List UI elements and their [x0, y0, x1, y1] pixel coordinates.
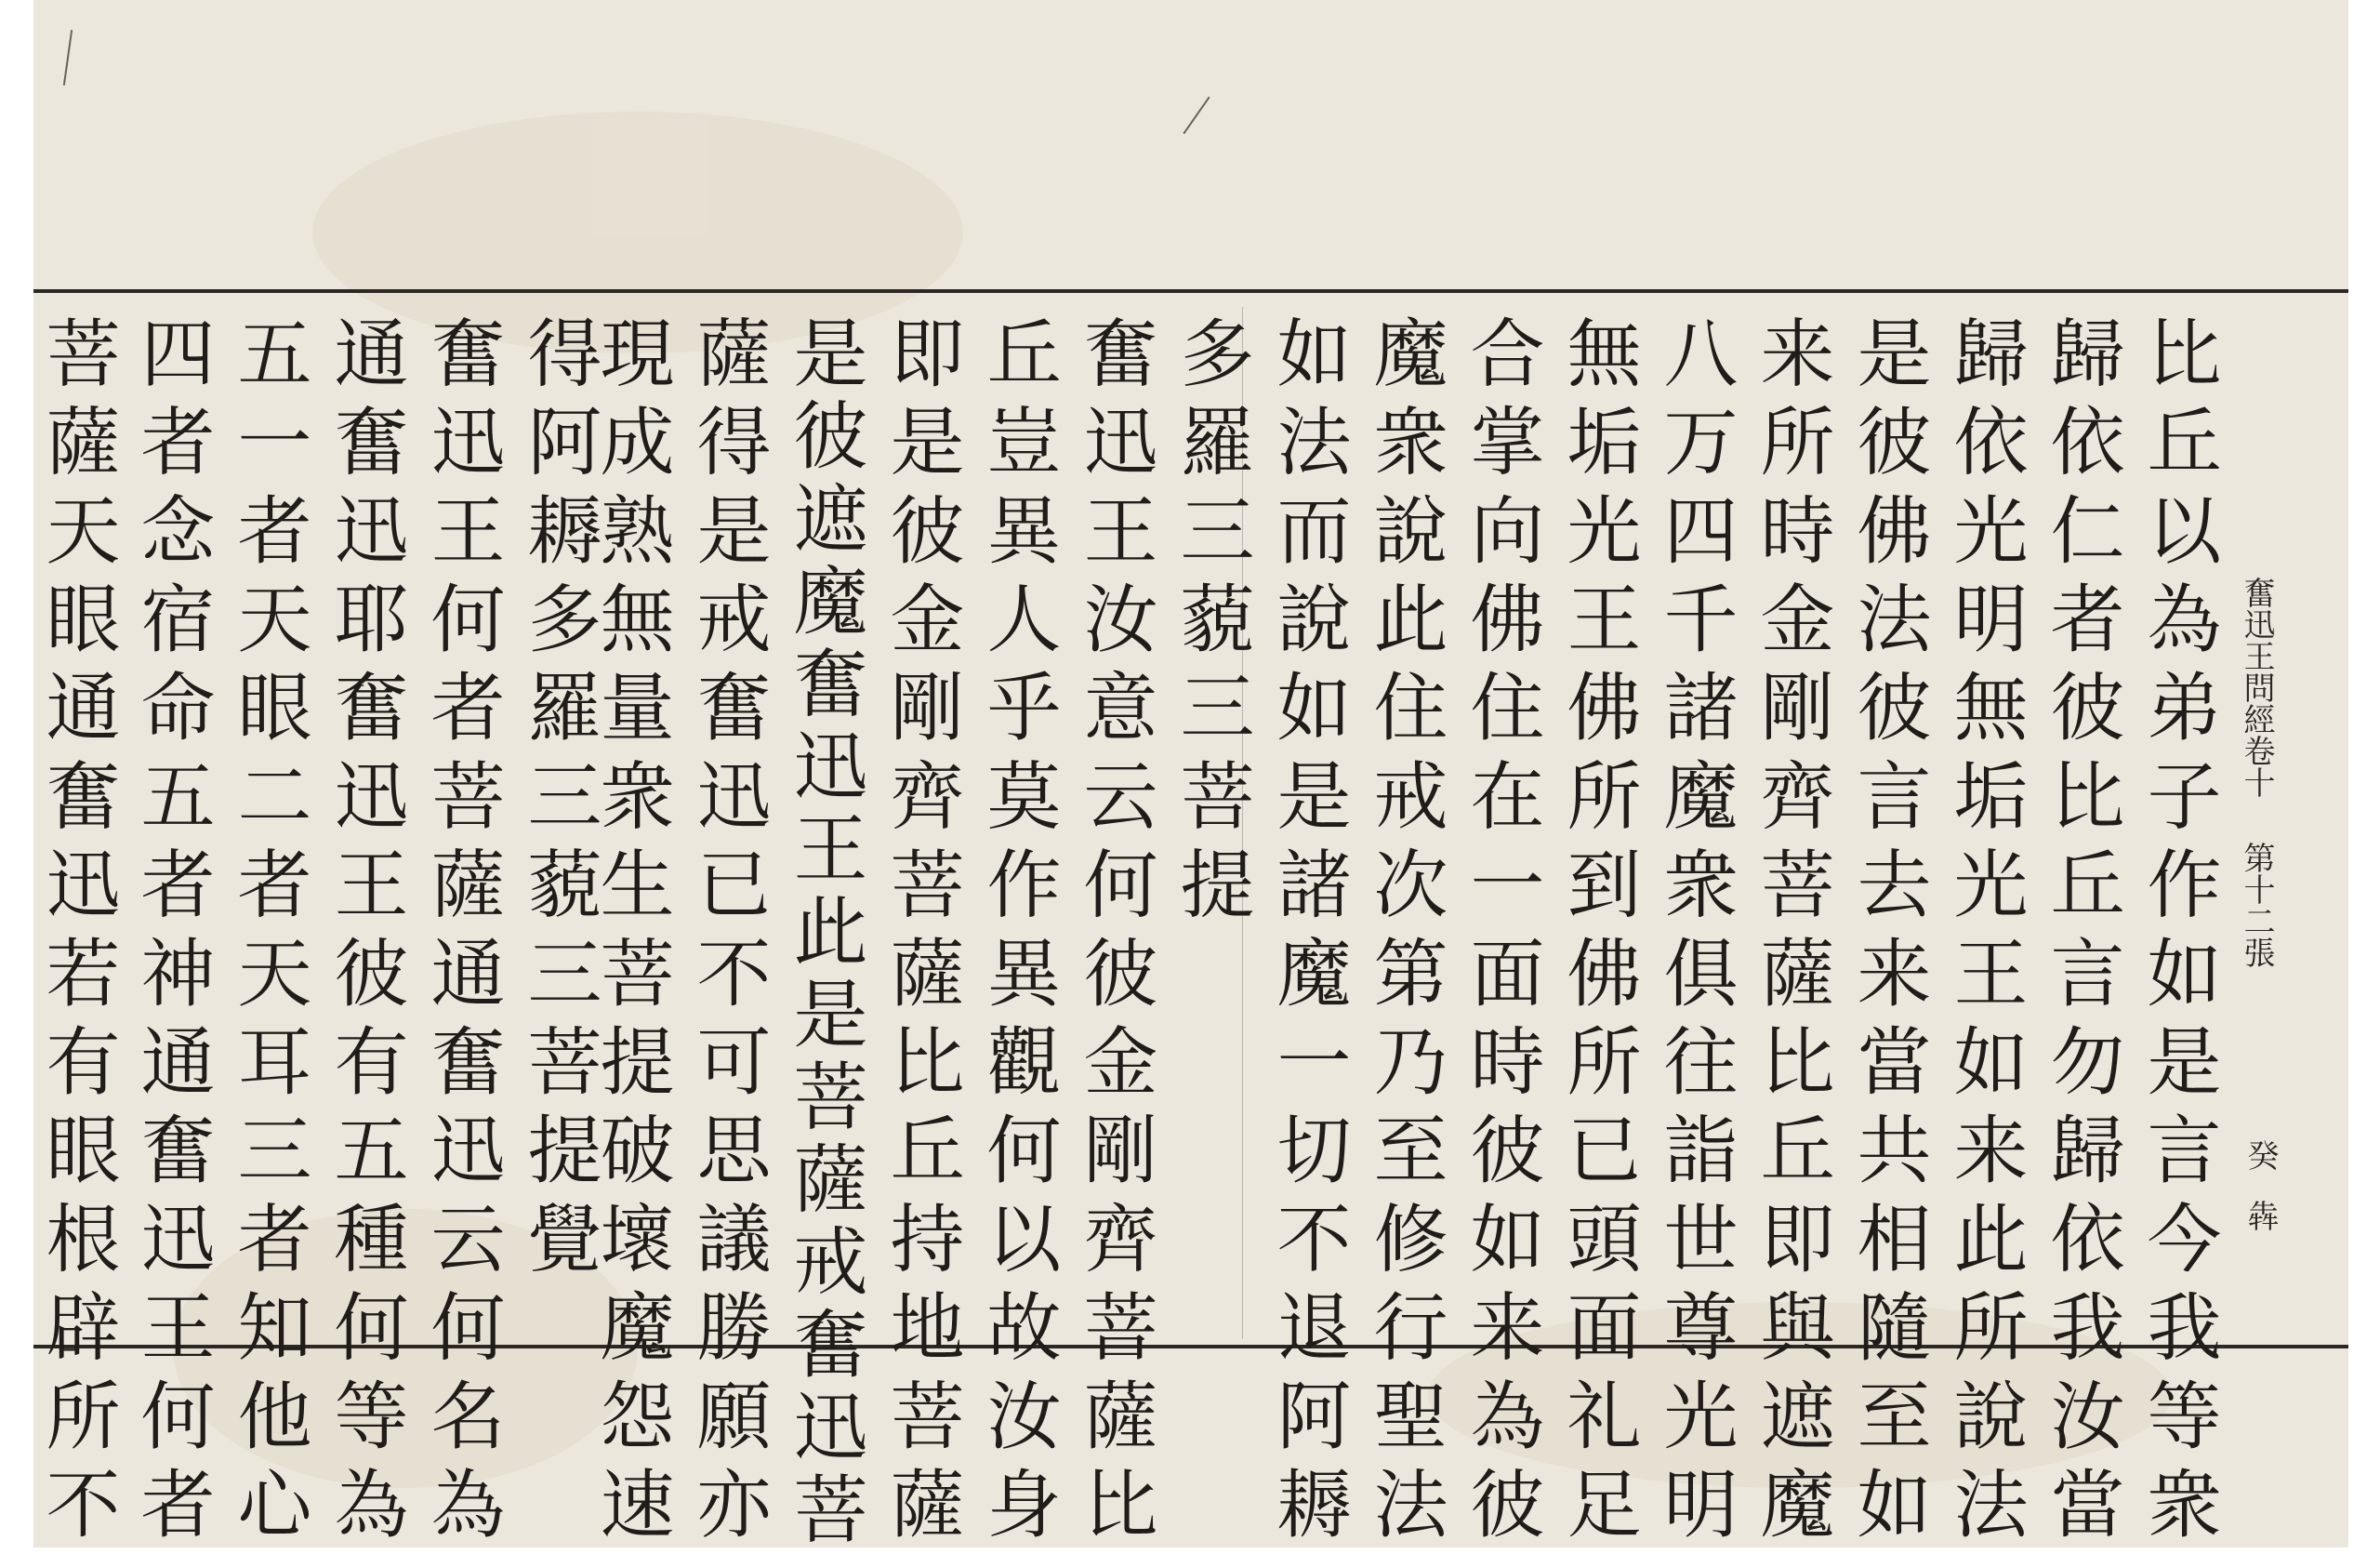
text-column: 歸依仁者彼比丘言勿歸依我汝當 — [2038, 314, 2124, 1554]
text-column: 奮迅王汝意云何彼金剛齊菩薩比 — [1071, 314, 1157, 1554]
margin-cutter-mark: 癸 — [2241, 1139, 2279, 1171]
margin-page-number: 第十二張 — [2238, 842, 2275, 968]
text-column: 無垢光王佛所到佛所已頭面礼足 — [1554, 314, 1641, 1554]
text-column: 四者念宿命五者神通奮迅王何者 — [128, 314, 215, 1554]
text-column: 比丘以為弟子作如是言今我等衆 — [2135, 314, 2221, 1554]
text-column: 是彼佛法彼言去来當共相隨至如 — [1844, 314, 1931, 1554]
text-column: 丘豈異人乎莫作異觀何以故汝身 — [974, 314, 1061, 1554]
text-column: 五一者天眼二者天耳三者知他心 — [225, 314, 311, 1554]
text-column: 薩得是戒奮迅已不可思議勝願亦 — [684, 314, 771, 1554]
text-column: 八万四千諸魔衆俱往詣世尊光明 — [1651, 314, 1738, 1554]
text-column: 魔衆說此住戒次第乃至修行聖法 — [1361, 314, 1448, 1554]
paper-mark — [63, 30, 73, 86]
text-column: 合掌向佛住在一面時彼如来為彼 — [1458, 314, 1544, 1554]
text-column: 現成熟無量衆生菩提破壞魔怨速 — [588, 314, 674, 1554]
text-column: 多羅三藐三菩提 — [1168, 314, 1254, 935]
text-column: 来所時金剛齊菩薩比丘即與遮魔 — [1748, 314, 1834, 1554]
text-column: 如法而說如是諸魔一切不退阿耨 — [1264, 314, 1351, 1554]
text-column: 即是彼金剛齊菩薩比丘持地菩薩 — [878, 314, 964, 1554]
text-column: 得阿耨多羅三藐三菩提覺 — [515, 314, 602, 1289]
text-column: 奮迅王何者菩薩通奮迅云何名為 — [418, 314, 505, 1554]
top-border-rule — [33, 289, 2348, 293]
text-column: 是彼遮魔奮迅王此是菩薩戒奮迅菩 — [781, 314, 867, 1553]
margin-title: 奮迅王問經卷十 — [2238, 577, 2275, 798]
margin-cutter-name: 犇 — [2241, 1200, 2279, 1231]
text-column: 歸依光明無垢光王如来此所說法 — [1941, 314, 2028, 1554]
paper-mark — [1183, 97, 1210, 134]
text-column: 通奮迅耶奮迅王彼有五種何等為 — [322, 314, 408, 1554]
text-column: 菩薩天眼通奮迅若有眼根辟所不 — [33, 314, 120, 1554]
